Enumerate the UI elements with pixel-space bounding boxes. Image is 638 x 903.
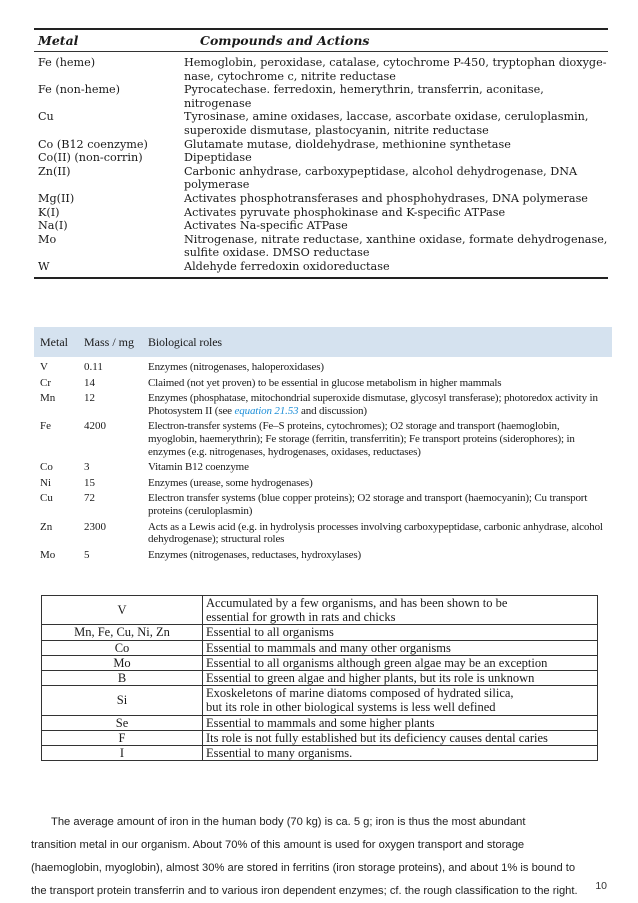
header-roles: Biological roles xyxy=(148,334,222,349)
table-row xyxy=(34,492,612,505)
table-row xyxy=(34,56,608,70)
metal-cell: Cu xyxy=(38,110,54,124)
roles-cell: myoglobin, haemerythrin); Fe storage (ferritin, transferritin); Fe transport proteins (siderophores); in xyxy=(148,432,575,445)
role-line: Essential to green algae and higher plants, but its role is unknown xyxy=(206,671,535,686)
table-row xyxy=(34,219,608,233)
table-row xyxy=(34,246,608,260)
compounds-cell: superoxide dismutase, plastocyanin, nitrite reductase xyxy=(184,123,489,137)
table-row xyxy=(34,233,608,247)
table-row xyxy=(34,405,612,418)
metal-cell: Zn(II) xyxy=(38,164,71,178)
element-cell: Si xyxy=(42,686,203,715)
element-cell: Mo xyxy=(42,655,203,670)
metal-cell: Fe xyxy=(40,420,51,433)
header-compounds: Compounds and Actions xyxy=(200,33,370,48)
metal-cell xyxy=(34,124,182,138)
role-line: essential for growth in rats and chicks xyxy=(206,610,396,625)
table-row xyxy=(34,392,612,405)
compounds-cell: Pyrocatechase. ferredoxin, hemerythrin, transferrin, aconitase, nitrogenase xyxy=(184,83,544,110)
table-row xyxy=(34,206,608,220)
metal-cell xyxy=(34,246,182,260)
metal-cell xyxy=(34,505,84,518)
table-row xyxy=(42,671,598,686)
metal-cell: Cr xyxy=(40,376,51,389)
metal-cell xyxy=(34,405,84,418)
header-mass: Mass / mg xyxy=(84,334,135,349)
table-row xyxy=(34,420,612,433)
roles-cell: proteins (ceruloplasmin) xyxy=(148,504,253,517)
table-row xyxy=(42,730,598,745)
table-header xyxy=(34,327,612,357)
table-row xyxy=(34,533,612,546)
role-line: Essential to all organisms although green algae may be an exception xyxy=(206,655,548,670)
table-row xyxy=(34,521,612,534)
compounds-cell: Glutamate mutase, dioldehydrase, methionine synthetase xyxy=(184,137,511,151)
metal-cell: K(I) xyxy=(38,205,60,219)
mass-cell: 15 xyxy=(84,476,95,489)
role-cell xyxy=(203,640,598,655)
role-line: Essential to mammals and some higher plants xyxy=(206,715,435,730)
paragraph-line: (haemoglobin, myoglobin), almost 30% are stored in ferritins (iron storage proteins), and about 1% is bound to xyxy=(31,862,576,874)
table-row xyxy=(42,640,598,655)
mass-cell xyxy=(84,405,148,418)
metal-cell xyxy=(34,70,182,84)
compounds-cell: Dipeptidase xyxy=(184,151,252,165)
metal-cell: Zn xyxy=(40,520,53,533)
roles-cell: Claimed (not yet proven) to be essential in glucose metabolism in higher mammals xyxy=(148,376,502,389)
mass-cell: 0.11 xyxy=(84,361,103,373)
table-row xyxy=(34,361,612,374)
table-row xyxy=(42,596,598,625)
element-cell: Co xyxy=(42,640,203,655)
metal-cell xyxy=(34,433,84,446)
role-cell xyxy=(203,671,598,686)
table-bottom-rule xyxy=(34,277,608,279)
body-paragraph xyxy=(31,811,611,903)
metal-cell: V xyxy=(40,361,48,373)
table-row xyxy=(34,178,608,192)
mass-cell xyxy=(84,533,148,546)
compounds-cell: Nitrogenase, nitrate reductase, xanthine oxidase, formate dehydrogenase, xyxy=(184,232,608,246)
role-cell xyxy=(203,715,598,730)
table-row xyxy=(34,477,612,490)
role-cell xyxy=(203,596,598,625)
mass-cell: 14 xyxy=(84,376,95,389)
element-cell: B xyxy=(42,671,203,686)
roles-cell: Photosystem II (see equation 21.53 and discussion) xyxy=(148,404,367,417)
metal-cell xyxy=(34,533,84,546)
mass-cell: 72 xyxy=(84,492,95,505)
role-cell xyxy=(203,746,598,761)
metal-cell: Co xyxy=(40,461,53,474)
roles-cell: dehydrogenase); structural roles xyxy=(148,533,285,546)
role-cell xyxy=(203,730,598,745)
metal-cell xyxy=(34,178,182,192)
table-row xyxy=(34,377,612,390)
roles-cell: Enzymes (nitrogenases, haloperoxidases) xyxy=(148,361,324,373)
compounds-cell: Hemoglobin, peroxidase, catalase, cytochrome P-450, tryptophan dioxyge- xyxy=(184,56,607,69)
roles-cell: Electron-transfer systems (Fe–S proteins, cytochromes); O2 storage and transport (haemoglobin, xyxy=(148,420,560,433)
paragraph-line: The average amount of iron in the human body (70 kg) is ca. 5 g; iron is thus the most abundant xyxy=(51,816,526,828)
roles-cell: Vitamin B12 coenzyme xyxy=(148,461,249,474)
roles-cell: Electron transfer systems (blue copper proteins); O2 storage and transport (haemocyanin); Cu transport xyxy=(148,492,588,505)
paragraph-line: the transport protein transferrin and to various iron dependent enzymes; cf. the rough classification to the right. xyxy=(31,885,578,897)
mass-cell xyxy=(84,505,148,518)
table-row xyxy=(34,151,608,165)
element-cell: F xyxy=(42,730,203,745)
table-body xyxy=(34,357,612,561)
roles-cell: Enzymes (phosphatase, mitochondrial superoxide dismutase, glycosyl transferase); photoredox activity in xyxy=(148,392,598,405)
metal-cell: Cu xyxy=(40,492,53,505)
metal-cell: Co(II) (non-corrin) xyxy=(38,151,143,165)
table-row xyxy=(34,124,608,138)
table-row xyxy=(34,165,608,179)
table-row xyxy=(42,715,598,730)
table-row xyxy=(34,83,608,110)
table-row xyxy=(42,686,598,715)
table-row xyxy=(34,192,608,206)
table-row xyxy=(34,461,612,474)
roles-cell: Enzymes (urease, some hydrogenases) xyxy=(148,476,313,489)
table-row xyxy=(34,505,612,518)
role-cell xyxy=(203,625,598,640)
element-cell: Se xyxy=(42,715,203,730)
metal-cell: Co (B12 coenzyme) xyxy=(38,137,148,151)
metal-cell: Mo xyxy=(38,232,57,246)
metal-compounds-table xyxy=(34,28,608,279)
role-line: but its role in other biological systems is less well defined xyxy=(206,700,496,715)
metal-cell: Mn xyxy=(40,392,56,405)
mass-cell: 2300 xyxy=(84,520,106,533)
table-row xyxy=(34,433,612,446)
compounds-cell: Carbonic anhydrase, carboxypeptidase, alcohol dehydrogenase, DNA xyxy=(184,164,578,178)
mass-cell: 5 xyxy=(84,548,90,561)
mass-cell: 4200 xyxy=(84,420,106,433)
compounds-cell: nase, cytochrome c, nitrite reductase xyxy=(184,69,396,83)
table-body xyxy=(34,52,608,274)
header-metal: Metal xyxy=(38,33,79,48)
table-row xyxy=(34,260,608,274)
metal-cell: Mg(II) xyxy=(38,191,75,205)
header-metal: Metal xyxy=(40,334,68,349)
element-cell: Mn, Fe, Cu, Ni, Zn xyxy=(42,625,203,640)
mass-cell: 12 xyxy=(84,392,95,405)
table-row xyxy=(34,110,608,124)
element-cell: V xyxy=(42,596,203,625)
compounds-cell: Activates phosphotransferases and phosphohydrases, DNA polymerase xyxy=(184,191,588,205)
table-row xyxy=(42,625,598,640)
metal-cell: W xyxy=(38,259,50,273)
role-line: Its role is not fully established but its deficiency causes dental caries xyxy=(206,730,548,745)
role-line: Accumulated by a few organisms, and has been shown to be xyxy=(206,596,508,610)
page-number: 10 xyxy=(595,880,607,892)
compounds-cell: sulfite oxidase. DMSO reductase xyxy=(184,246,370,260)
mass-cell xyxy=(84,446,148,459)
compounds-cell: Activates pyruvate phosphokinase and K-specific ATPase xyxy=(184,205,506,219)
table-row xyxy=(42,655,598,670)
compounds-cell: Aldehyde ferredoxin oxidoreductase xyxy=(184,259,390,273)
equation-link[interactable]: equation 21.53 xyxy=(234,404,299,417)
paragraph-line: transition metal in our organism. About 70% of this amount is used for oxygen transport and storage xyxy=(31,839,525,851)
compounds-cell: Activates Na-specific ATPase xyxy=(184,219,348,233)
role-line: Essential to mammals and many other organisms xyxy=(206,640,451,655)
metal-cell xyxy=(34,446,84,459)
mass-cell: 3 xyxy=(84,461,90,474)
table-row xyxy=(34,138,608,152)
metal-cell: Fe (non-heme) xyxy=(38,83,121,97)
compounds-cell: polymerase xyxy=(184,178,250,192)
metal-cell: Na(I) xyxy=(38,219,68,233)
table-header xyxy=(34,30,608,52)
essential-elements-table xyxy=(41,595,598,761)
metal-cell: Mo xyxy=(40,548,56,561)
mass-cell xyxy=(84,433,148,446)
role-cell xyxy=(203,655,598,670)
metal-cell: Ni xyxy=(40,476,51,489)
role-line: Essential to many organisms. xyxy=(206,746,353,761)
roles-cell: enzymes (e.g. nitrogenases, hydrogenases, oxidases, reductases) xyxy=(148,445,421,458)
table-row xyxy=(42,746,598,761)
trace-metals-table xyxy=(34,327,612,561)
role-cell xyxy=(203,686,598,715)
element-cell: I xyxy=(42,746,203,761)
role-line: Essential to all organisms xyxy=(206,625,334,640)
roles-cell: Enzymes (nitrogenases, reductases, hydroxylases) xyxy=(148,548,362,561)
table-row xyxy=(34,549,612,562)
table-body xyxy=(42,596,598,761)
roles-cell: Acts as a Lewis acid (e.g. in hydrolysis processes involving carboxypeptidase, carbonic anhydrase, alcohol xyxy=(148,520,603,533)
table-row xyxy=(34,446,612,459)
role-line: Exoskeletons of marine diatoms composed of hydrated silica, xyxy=(206,686,514,701)
compounds-cell: Tyrosinase, amine oxidases, laccase, ascorbate oxidase, ceruloplasmin, xyxy=(184,110,589,124)
metal-cell: Fe (heme) xyxy=(38,56,96,69)
table-row xyxy=(34,70,608,84)
